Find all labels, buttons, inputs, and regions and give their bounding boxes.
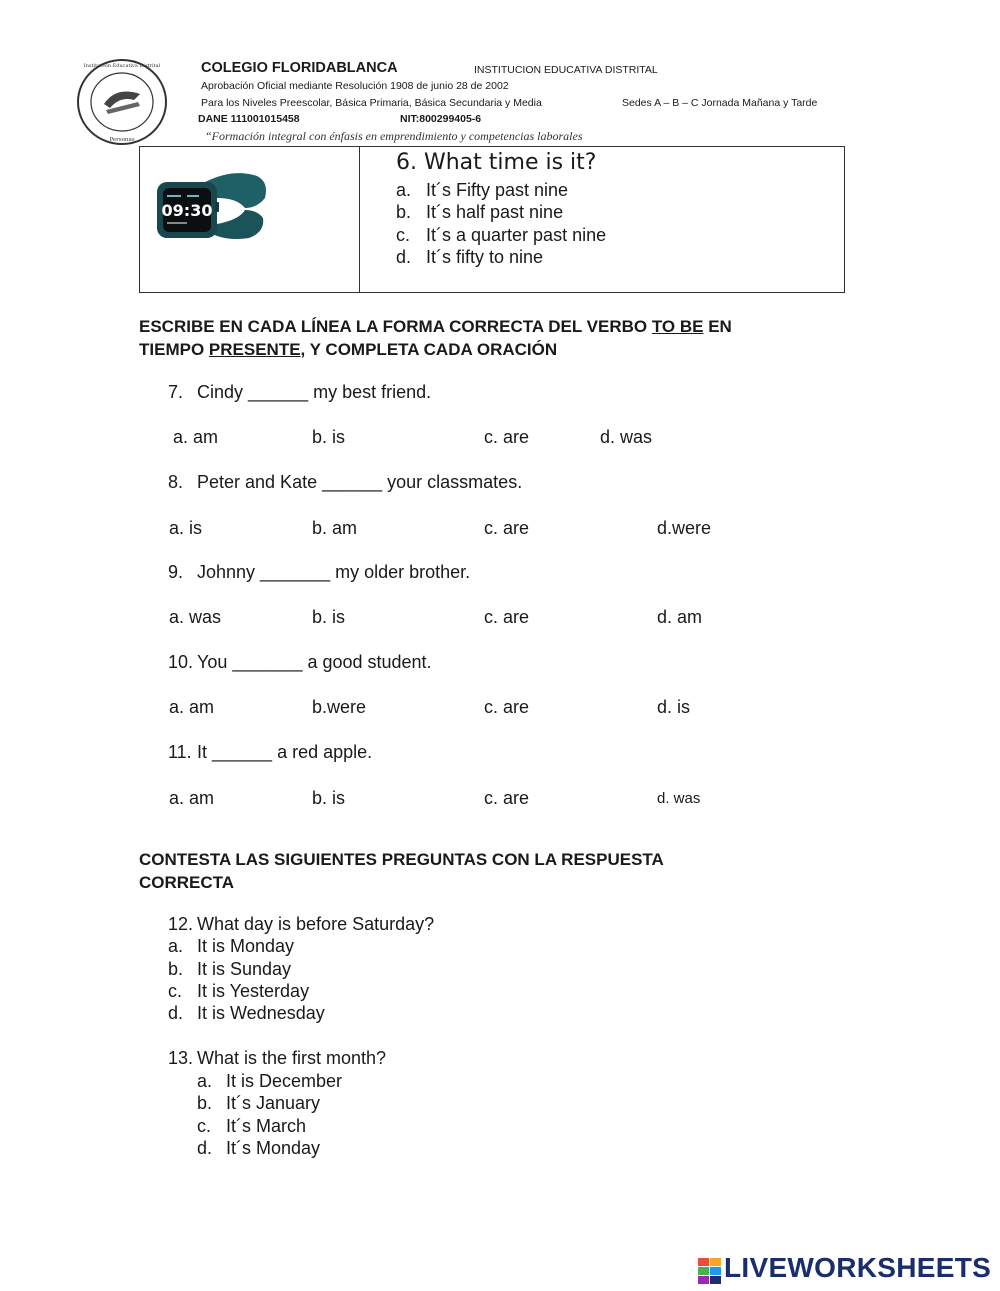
liveworksheets-logo-icon [698,1258,722,1284]
question-7: 7. Cindy ______ my best friend. [168,382,432,402]
q12-option-c[interactable]: c. It is Yesterday [168,981,310,1001]
q8-option-b[interactable]: b. am [312,518,358,538]
q12-option-d[interactable]: d. It is Wednesday [168,1003,325,1023]
liveworksheets-brand: LIVEWORKSHEETS [724,1252,992,1283]
q9-option-b[interactable]: b. is [312,607,346,627]
q13-option-d[interactable]: d. It´s Monday [197,1138,321,1158]
question-9: 9. Johnny _______ my older brother. [168,562,471,582]
q12-option-b[interactable]: b. It is Sunday [168,959,292,979]
question-10: 10. You _______ a good student. [168,652,432,672]
option-letter: d. [396,247,412,267]
q8-option-c[interactable]: c. are [484,518,530,538]
sedes-text: Sedes A – B – C Jornada Mañana y Tarde [622,97,818,109]
option-letter: b. [396,202,412,222]
q11-option-c[interactable]: c. are [484,788,530,808]
q7-option-a[interactable]: a. am [173,427,219,447]
school-motto: “Formación integral con énfasis en emprendimiento y competencias laborales [205,129,583,143]
instruction-line-2: TIEMPO PRESENTE, Y COMPLETA CADA ORACIÓN [139,340,558,359]
q6-option-a[interactable] [396,180,568,201]
instruction-line-1: ESCRIBE EN CADA LÍNEA LA FORMA CORRECTA DEL VERBO TO BE EN [139,317,732,336]
svg-text:09:30: 09:30 [161,201,213,220]
section-1-instructions [139,315,732,361]
q9-option-c[interactable]: c. are [484,607,530,627]
option-text: It´s fifty to nine [426,247,544,267]
q6-option-d[interactable] [396,247,543,268]
q8-option-d[interactable]: d.were [657,518,712,538]
q10-option-d[interactable]: d. is [657,697,691,717]
q10-option-c[interactable]: c. are [484,697,530,717]
question-12: 12. What day is before Saturday? [168,914,435,934]
question-6-title: 6. What time is it? [396,150,597,175]
q8-option-a[interactable]: a. is [169,518,203,538]
school-name: COLEGIO FLORIDABLANCA [201,60,398,76]
levels-text: Para los Niveles Preescolar, Básica Primaria, Básica Secundaria y Media [201,97,542,109]
q10-option-a[interactable]: a. am [169,697,215,717]
q6-option-c[interactable] [396,225,606,246]
instruction-line-1: CONTESTA LAS SIGUIENTES PREGUNTAS CON LA RESPUESTA [139,850,664,869]
q9-option-a[interactable]: a. was [169,607,222,627]
approval-text: Aprobación Oficial mediante Resolución 1908 de junio 28 de 2002 [201,80,509,92]
q7-option-d[interactable]: d. was [600,427,653,447]
dane-code: DANE 111001015458 [198,113,300,125]
question-8: 8. Peter and Kate ______ your classmates. [168,472,523,492]
nit-code: NIT:800299405-6 [400,113,482,125]
school-seal-logo [76,58,168,146]
q11-option-a[interactable]: a. am [169,788,215,808]
box-divider [359,147,360,292]
q12-option-a[interactable]: a. It is Monday [168,936,295,956]
q7-option-c[interactable]: c. are [484,427,530,447]
question-13: 13. What is the first month? [168,1048,387,1068]
option-text: It´s half past nine [426,202,564,222]
svg-text:Personas: Personas [109,137,135,143]
question-11: 11. It ______ a red apple. [168,742,373,762]
option-text: It´s Fifty past nine [426,180,569,200]
q9-option-d[interactable]: d. am [657,607,703,627]
q13-option-c[interactable]: c. It´s March [197,1116,307,1136]
q11-option-d[interactable]: d. was [657,790,701,807]
option-letter: c. [396,225,411,245]
svg-text:Institución Educativa Distrita: Institución Educativa Distrital [83,63,161,69]
q7-option-b[interactable]: b. is [312,427,346,447]
q13-option-a[interactable]: a. It is December [197,1071,343,1091]
q13-option-b[interactable]: b. It´s January [197,1093,321,1113]
q10-option-b[interactable]: b.were [312,697,367,717]
institution-type: INSTITUCION EDUCATIVA DISTRITAL [474,64,658,76]
section-2-instructions [139,848,664,894]
q6-option-b[interactable] [396,202,563,223]
q11-option-b[interactable]: b. is [312,788,346,808]
smartwatch-image [153,168,269,246]
option-text: It´s a quarter past nine [426,225,607,245]
option-letter: a. [396,180,412,200]
instruction-line-2: CORRECTA [139,873,235,892]
